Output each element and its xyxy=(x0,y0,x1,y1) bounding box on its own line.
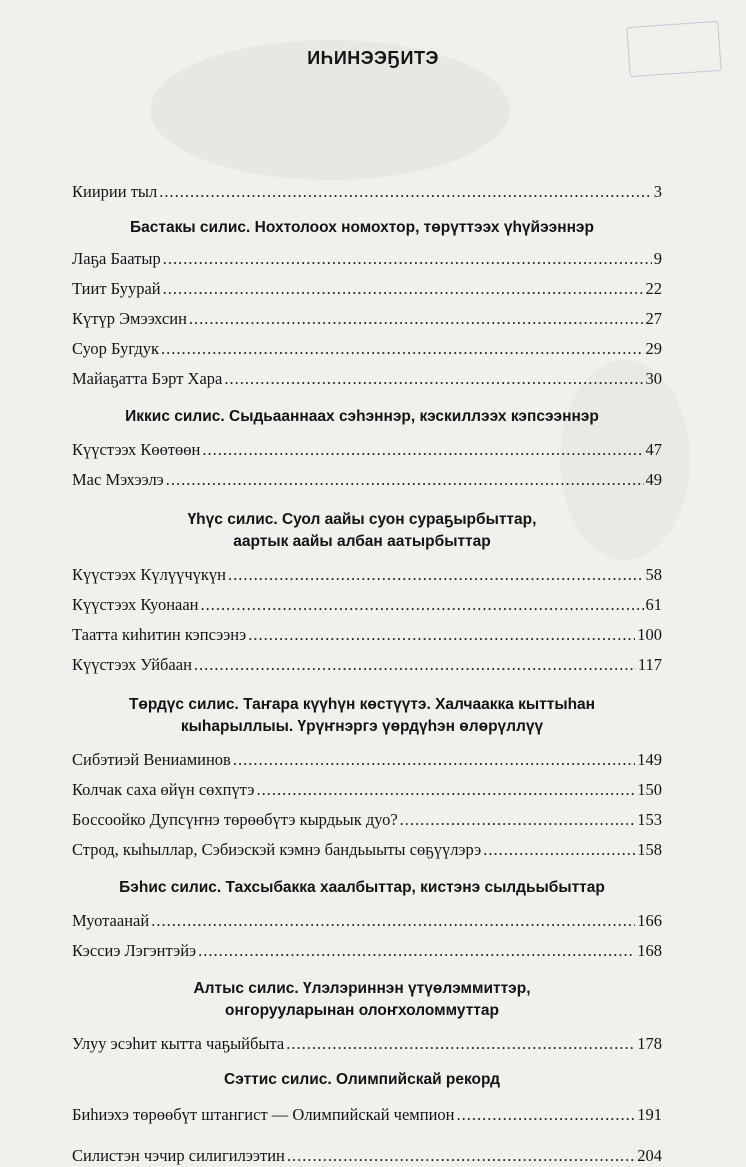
toc-entry-title: Муотаанай xyxy=(72,911,150,930)
dot-leader xyxy=(163,247,652,270)
section-heading-line: Алтыс силис. Үлэлэриннэн үтүөлэммиттэр, xyxy=(193,980,531,997)
toc-entry-page: 149 xyxy=(637,750,662,769)
dot-leader xyxy=(166,468,644,491)
section-heading xyxy=(52,406,672,428)
section-heading xyxy=(52,509,672,553)
toc-entry[interactable] xyxy=(72,247,662,270)
dot-leader xyxy=(189,307,644,330)
toc-entry-page: 47 xyxy=(645,440,662,459)
section-heading-line: аартык аайы албан аатырбыттар xyxy=(233,533,491,550)
section-heading-line: Бастакы силис. Нохтолоох номохтор, төрүттээх үһүйээннэр xyxy=(130,219,594,236)
dot-leader xyxy=(194,653,636,676)
toc-entry-page: 49 xyxy=(645,470,662,489)
dot-leader xyxy=(159,180,652,203)
toc-entry-title: Боссоойко Дупсүҥнэ төрөөбүтэ кырдьык дуо? xyxy=(72,810,398,829)
table-of-contents xyxy=(72,180,662,1167)
toc-entry-title: Мас Мэхээлэ xyxy=(72,470,164,489)
toc-entry[interactable] xyxy=(72,563,662,586)
toc-entry-page: 29 xyxy=(645,339,662,358)
toc-entry-title: Күтүр Эмээхсин xyxy=(72,309,187,328)
toc-entry-page: 158 xyxy=(637,840,662,859)
toc-entry[interactable] xyxy=(72,939,662,962)
section-heading xyxy=(52,877,672,899)
toc-entry-title: Күүстээх Куонаан xyxy=(72,595,199,614)
toc-entry-page: 9 xyxy=(653,249,662,268)
toc-entry[interactable] xyxy=(72,808,662,831)
toc-entry[interactable] xyxy=(72,909,662,932)
toc-entry-page: 100 xyxy=(637,625,662,644)
toc-entry-page: 3 xyxy=(653,182,662,201)
section-heading-line: онгорууларынан олоҥхоломмуттар xyxy=(225,1002,499,1019)
toc-entry[interactable] xyxy=(72,623,662,646)
dot-leader xyxy=(151,909,635,932)
toc-entry-title: Күүстээх Уйбаан xyxy=(72,655,192,674)
toc-entry-page: 178 xyxy=(637,1034,662,1053)
dot-leader xyxy=(233,748,635,771)
toc-entry-title: Строд, кыһыллар, Сэбиэскэй кэмнэ бандьыыты сөҕүүлэрэ xyxy=(72,840,482,859)
toc-entry[interactable] xyxy=(72,367,662,390)
toc-entry-title: Лаҕа Баатыр xyxy=(72,249,161,268)
section-heading xyxy=(52,217,672,239)
section-heading-line: Бэһис силис. Тахсыбакка хаалбыттар, кистэнэ сылдьыбыттар xyxy=(119,879,605,896)
toc-entry[interactable] xyxy=(72,778,662,801)
toc-entry-title: Киирии тыл xyxy=(72,182,158,201)
toc-entry-page: 191 xyxy=(637,1105,662,1124)
toc-entry[interactable] xyxy=(72,748,662,771)
dot-leader xyxy=(286,1032,635,1055)
section-heading-line: кыһарыллыы. Үрүҥнэргэ үөрдүһэн өлөрүллүү xyxy=(180,718,544,735)
dot-leader xyxy=(198,939,635,962)
page-title: ИҺИНЭЭҔИТЭ xyxy=(307,48,439,68)
dot-leader xyxy=(201,593,644,616)
toc-entry-page: 168 xyxy=(637,941,662,960)
toc-entry-page: 58 xyxy=(645,565,662,584)
toc-entry[interactable] xyxy=(72,653,662,676)
toc-entry-title: Биһиэхэ төрөөбүт штангист — Олимпийскай чемпион xyxy=(72,1105,455,1124)
toc-entry-title: Күүстээх Күлүүчүкүн xyxy=(72,565,226,584)
toc-entry-title: Тиит Буурай xyxy=(72,279,161,298)
toc-entry-page: 61 xyxy=(645,595,662,614)
toc-entry-title: Силистэн чэчир силигилээтин xyxy=(72,1146,285,1165)
dot-leader xyxy=(202,438,643,461)
toc-entry[interactable] xyxy=(72,1144,662,1167)
toc-entry[interactable] xyxy=(72,307,662,330)
toc-entry-title: Суор Бугдук xyxy=(72,339,159,358)
toc-entry-title: Кэссиэ Лэгэнтэйэ xyxy=(72,941,197,960)
toc-entry-title: Күүстээх Көөтөөн xyxy=(72,440,201,459)
toc-entry-page: 204 xyxy=(637,1146,662,1165)
section-heading xyxy=(52,1069,672,1091)
toc-entry[interactable] xyxy=(72,593,662,616)
toc-entry-title: Майаҕатта Бэрт Хара xyxy=(72,369,223,388)
dot-leader xyxy=(224,367,643,390)
dot-leader xyxy=(163,277,644,300)
toc-entry-intro[interactable] xyxy=(72,180,662,203)
section-heading-line: Төрдүс силис. Таҥара күүһүн көстүүтэ. Халчаакка кыттыһан xyxy=(128,696,596,713)
section-heading xyxy=(52,694,672,738)
dot-leader xyxy=(228,563,644,586)
toc-entry[interactable] xyxy=(72,838,662,861)
toc-entry-page: 22 xyxy=(645,279,662,298)
toc-entry-title: Таатта киһитин кэпсээнэ xyxy=(72,625,247,644)
toc-entry-page: 153 xyxy=(637,810,662,829)
toc-entry-page: 166 xyxy=(637,911,662,930)
dot-leader xyxy=(161,337,644,360)
toc-entry-page: 30 xyxy=(645,369,662,388)
dot-leader xyxy=(457,1103,636,1126)
section-heading-line: Үһүс силис. Суол аайы суон сураҕырбыттар, xyxy=(187,511,537,528)
section-heading-line: Иккис силис. Сыдьааннаах сэһэннэр, кэскиллээх кэпсээннэр xyxy=(125,408,599,425)
toc-entry[interactable] xyxy=(72,438,662,461)
toc-entry-title: Улуу эсэһит кытта чаҕыйбыта xyxy=(72,1034,285,1053)
toc-entry-page: 150 xyxy=(637,780,662,799)
toc-entry-title: Сибэтиэй Вениаминов xyxy=(72,750,231,769)
toc-entry-page: 117 xyxy=(637,655,662,674)
toc-entry[interactable] xyxy=(72,1103,662,1126)
toc-entry[interactable] xyxy=(72,1032,662,1055)
toc-entry-title: Колчак саха өйүн сөхпүтэ xyxy=(72,780,255,799)
dot-leader xyxy=(248,623,635,646)
dot-leader xyxy=(256,778,635,801)
toc-entry-page: 27 xyxy=(645,309,662,328)
toc-entry[interactable] xyxy=(72,337,662,360)
dot-leader xyxy=(483,838,635,861)
toc-entry[interactable] xyxy=(72,277,662,300)
section-heading xyxy=(52,978,672,1022)
toc-entry[interactable] xyxy=(72,468,662,491)
section-heading-line: Сэттис силис. Олимпийскай рекорд xyxy=(224,1071,500,1088)
dot-leader xyxy=(287,1144,635,1167)
dot-leader xyxy=(400,808,636,831)
